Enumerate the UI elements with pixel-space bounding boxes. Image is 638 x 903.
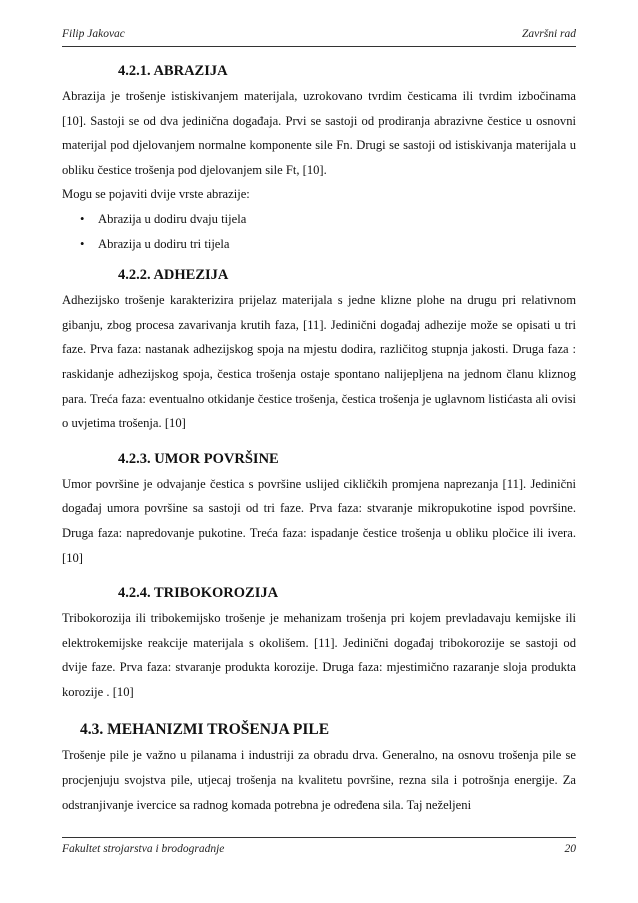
- umor-paragraph: Umor površine je odvajanje čestica s površine uslijed cikličkih promjena naprezanja [11]. Jedinični događaj umora površine sa sastoji od tri faze. Prva faza: stvaranje mikropukotine ispod površine. Druga faza: napredovanje pukotine. Treća faza: ispadanje čestice trošenja u obliku pločice ili ivera. [10]: [62, 476, 576, 565]
- page-number: 20: [564, 843, 576, 855]
- adhezija-paragraph: Adhezijsko trošenje karakterizira prijelaz materijala s jedne klizne plohe na drugu pri relativnom gibanju, zbog procesa zavarivanja krutih faza, [11]. Jedinični događaj adhezije može se opisati u tri faze. Prva faza: nastanak adhezijskog spoja na mjestu dodira, različitog stupnja jakosti. Druga faza : raskidanje adhezijskog spoja, čestica trošenja ostaje spontano nalijepljena na jednom članu kliznog para. Treća faza: eventualno otkidanje čestice trošenja, čestica trošenja je uglavnom listićasta ali ovisi o uvjetima trošenja. [10]: [62, 293, 576, 431]
- tribokorozija-paragraph: Tribokorozija ili tribokemijsko trošenje je mehanizam trošenja pri kojem prevladavaju kemijske ili elektrokemijske reakcije materijala s okolišem. [11]. Jedinični događaj tribokorozije se sastoji od dvije faze. Prva faza: stvaranje produkta korozije. Druga faza: mjestimično razaranje sloja produkta korozije . [10]: [62, 611, 576, 699]
- page-header: [62, 28, 576, 47]
- abrazija-paragraph: Abrazija je trošenje istiskivanjem materijala, uzrokovano tvrdim česticama ili tvrdim izbočinama [10]. Sastoji se od dva jedinična događaja. Prvi se sastoji od prodiranja abrazivne čestice u osnovni materijal pod djelovanjem normalne komponente sile Fn. Drugi se sastoji od istiskivanja materijala u obliku čestice trošenja pod djelovanjem sile Ft, [10].: [62, 89, 576, 177]
- section-title-adhezija: 4.2.2. ADHEZIJA: [118, 267, 229, 284]
- header-doc-type: Završni rad: [522, 28, 576, 40]
- abrazija-types-intro: Mogu se pojaviti dvije vrste abrazije:: [62, 187, 250, 202]
- abrazija-types-list: [62, 207, 576, 256]
- section-title-umor-povrsine: 4.2.3. UMOR POVRŠINE: [118, 450, 279, 467]
- list-item: [80, 207, 576, 232]
- header-author: Filip Jakovac: [62, 28, 125, 40]
- footer-faculty: Fakultet strojarstva i brodogradnje: [62, 843, 225, 855]
- page-content: [62, 62, 576, 817]
- section-title-tribokorozija: 4.2.4. TRIBOKOROZIJA: [118, 585, 279, 602]
- bullet-icon: •: [80, 236, 85, 251]
- section-title-mehanizmi: 4.3. MEHANIZMI TROŠENJA PILE: [80, 721, 330, 739]
- page-footer: [62, 837, 576, 860]
- mehanizmi-paragraph: Trošenje pile je važno u pilanama i industriji za obradu drva. Generalno, na osnovu trošenja pile se procjenjuju svojstva pile, utjecaj trošenja na kvalitetu površine, rezna sila i potrošnja energije. Za odstranjivanje ivercice sa radnog komada potrebna je određena sila. Taj neželjeni: [62, 748, 576, 812]
- list-item-text: Abrazija u dodiru tri tijela: [98, 236, 230, 251]
- list-item-text: Abrazija u dodiru dvaju tijela: [98, 211, 247, 226]
- list-item: [80, 232, 576, 257]
- section-title-abrazija: 4.2.1. ABRAZIJA: [118, 63, 228, 79]
- bullet-icon: •: [80, 211, 85, 226]
